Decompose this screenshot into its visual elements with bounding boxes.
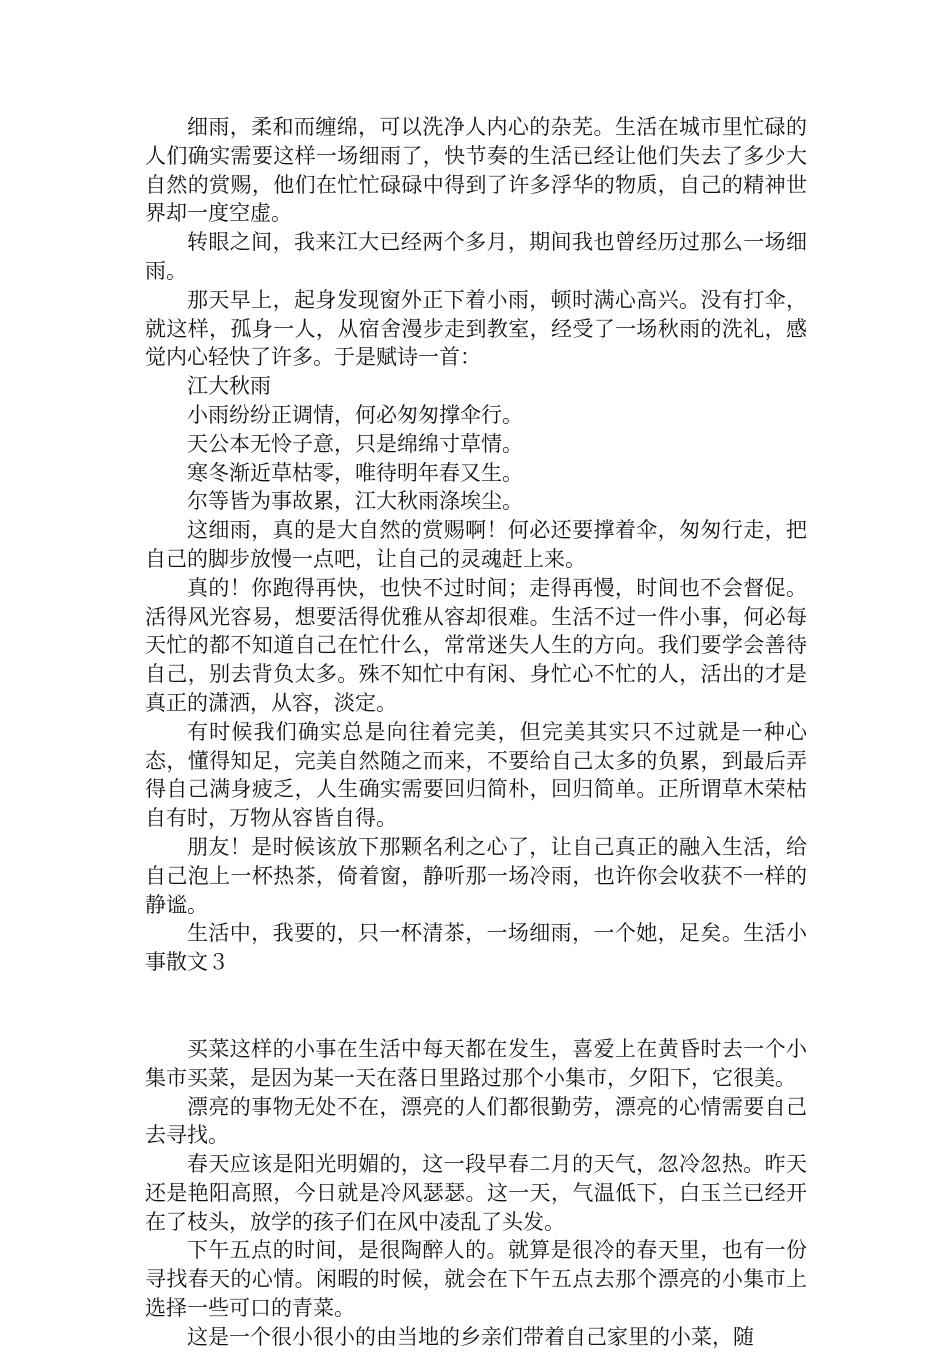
paragraph: 这是一个很小很小的由当地的乡亲们带着自己家里的小菜，随	[187, 1324, 754, 1349]
paragraph: 真的！你跑得再快，也快不过时间；走得再慢，时间也不会督促。活得风光容易，想要活得优雅从容却很难。生活不过一件小事，何必每天忙的都不知道自己在忙什么，常常迷失人生的方向。我们要学会善待自己，别去背负太多。殊不知忙中有闲、身忙心不忙的人，活出的才是真正的潇洒，从容，淡定。	[145, 575, 807, 715]
poem-line: 寒冬渐近草枯零，唯待明年春又生。	[187, 460, 523, 485]
paragraph: 生活中，我要的，只一杯清茶，一场细雨，一个她，足矣。生活小事散文３	[145, 921, 807, 975]
section-gap	[145, 977, 807, 1035]
document-page	[145, 113, 807, 1352]
poem-line: 小雨纷纷正调情，何必匆匆撑伞行。	[187, 402, 523, 427]
poem-title: 江大秋雨	[187, 374, 271, 399]
paragraph: 有时候我们确实总是向往着完美，但完美其实只不过就是一种心态，懂得知足，完美自然随之而来，不要给自己太多的负累，到最后弄得自己满身疲乏，人生确实需要回归简朴，回归简单。正所谓草木荣枯自有时，万物从容皆自得。	[145, 719, 807, 831]
paragraph: 下午五点的时间，是很陶醉人的。就算是很冷的春天里，也有一份寻找春天的心情。闲暇的时候，就会在下午五点去那个漂亮的小集市上选择一些可口的青菜。	[145, 1238, 807, 1321]
paragraph: 朋友！是时候该放下那颗名利之心了，让自己真正的融入生活，给自己泡上一杯热茶，倚着窗，静听那一场冷雨，也许你会收获不一样的静谧。	[145, 834, 807, 917]
poem-line: 尔等皆为事故累，江大秋雨涤埃尘。	[187, 489, 523, 514]
paragraph: 转眼之间，我来江大已经两个多月，期间我也曾经历过那么一场细雨。	[145, 230, 807, 283]
paragraph: 这细雨，真的是大自然的赏赐啊！何必还要撑着伞，匆匆行走，把自己的脚步放慢一点吧，让自己的灵魂赶上来。	[145, 518, 807, 571]
poem-line: 天公本无怜子意，只是绵绵寸草情。	[187, 431, 523, 456]
paragraph: 那天早上，起身发现窗外正下着小雨，顿时满心高兴。没有打伞，就这样，孤身一人，从宿舍漫步走到教室，经受了一场秋雨的洗礼，感觉内心轻快了许多。于是赋诗一首：	[145, 287, 807, 370]
paragraph: 春天应该是阳光明媚的，这一段早春二月的天气，忽冷忽热。昨天还是艳阳高照，今日就是冷风瑟瑟。这一天，气温低下，白玉兰已经开在了枝头，放学的孩子们在风中凌乱了头发。	[145, 1152, 807, 1234]
paragraph: 买菜这样的小事在生活中每天都在发生，喜爱上在黄昏时去一个小集市买菜，是因为某一天在落日里路过那个小集市，夕阳下，它很美。	[145, 1036, 807, 1090]
paragraph: 细雨，柔和而缠绵，可以洗净人内心的杂芜。生活在城市里忙碌的人们确实需要这样一场细雨了，快节奏的生活已经让他们失去了多少大自然的赏赐，他们在忙忙碌碌中得到了许多浮华的物质，自己的精神世界却一度空虚。	[145, 115, 807, 226]
paragraph: 漂亮的事物无处不在，漂亮的人们都很勤劳，漂亮的心情需要自己去寻找。	[145, 1094, 807, 1148]
